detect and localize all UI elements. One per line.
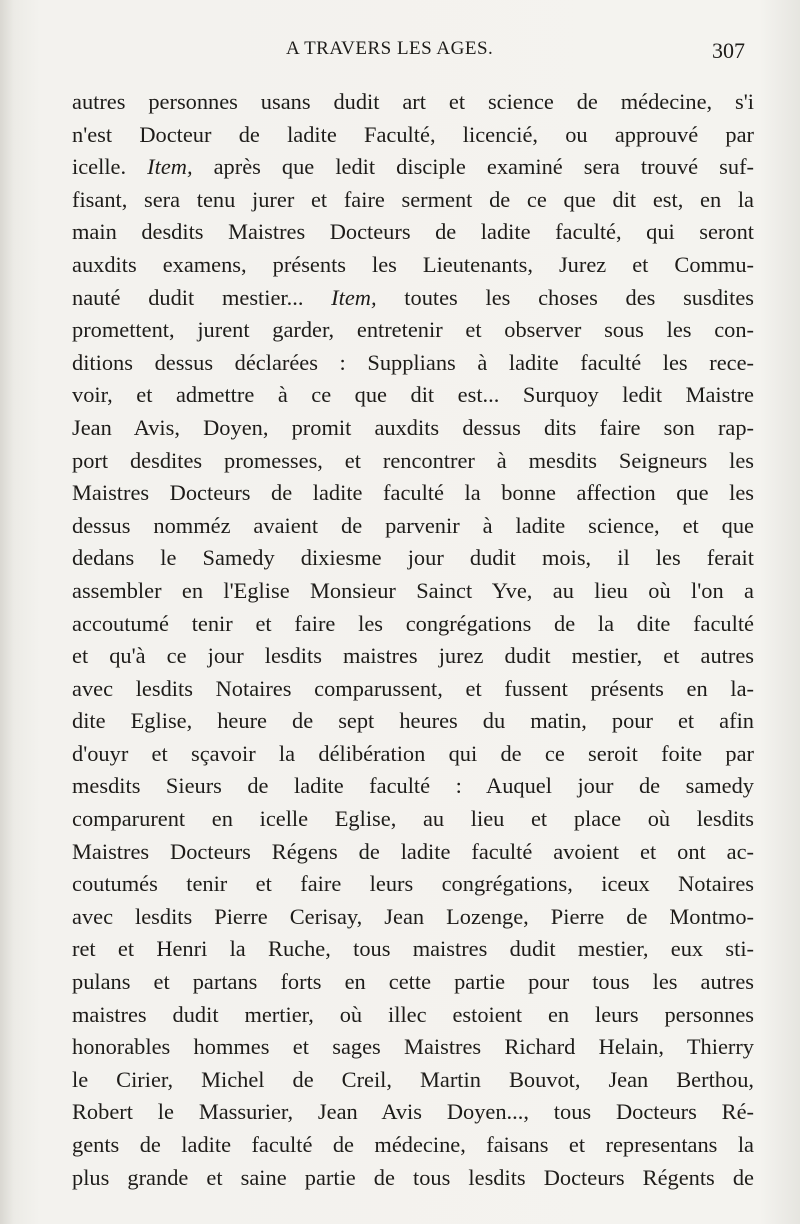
text-line: main desdits Maistres Docteurs de ladite faculté, qui seront bbox=[72, 219, 754, 245]
text-line: et qu'à ce jour lesdits maistres jurez dudit mestier, et autres bbox=[72, 643, 754, 669]
text-line: Maistres Docteurs de ladite faculté la bonne affection que les bbox=[72, 480, 754, 506]
text-line: comparurent en icelle Eglise, au lieu et place où lesdits bbox=[72, 806, 754, 832]
text-line: n'est Docteur de ladite Faculté, licencié, ou approuvé par bbox=[72, 121, 754, 147]
text-line: promettent, jurent garder, entretenir et observer sous les con- bbox=[72, 317, 754, 343]
text-line: ditions dessus déclarées : Supplians à ladite faculté les rece- bbox=[72, 349, 754, 375]
text-line: gents de ladite faculté de médecine, faisans et representans la bbox=[72, 1132, 754, 1157]
text-line: avec lesdits Notaires comparussent, et fussent présents en la- bbox=[72, 675, 754, 701]
text-line: Jean Avis, Doyen, promit auxdits dessus dits faire son rap- bbox=[72, 414, 754, 440]
text-line: icelle. Item, après que ledit disciple examiné sera trouvé suf- bbox=[72, 154, 754, 180]
text-line: plus grande et saine partie de tous lesdits Docteurs Régents de bbox=[72, 1164, 754, 1190]
body-text bbox=[72, 86, 754, 1194]
italic-term: Item, bbox=[147, 154, 193, 180]
text-line: avec lesdits Pierre Cerisay, Jean Lozenge, Pierre de Montmo- bbox=[72, 903, 754, 929]
text-line: nauté dudit mestier... Item, toutes les choses des susdites bbox=[72, 284, 754, 310]
text-line: voir, et admettre à ce que dit est... Surquoy ledit Maistre bbox=[72, 382, 754, 408]
italic-term: Item, bbox=[331, 284, 377, 310]
text-line: honorables hommes et sages Maistres Richard Helain, Thierry bbox=[72, 1034, 754, 1060]
text-line: d'ouyr et sçavoir la délibération qui de ce seroit foite par bbox=[72, 740, 754, 766]
text-line: auxdits examens, présents les Lieutenants, Jurez et Commu- bbox=[72, 251, 754, 277]
running-title: A TRAVERS LES AGES. bbox=[286, 38, 494, 59]
text-line: mesdits Sieurs de ladite faculté : Auquel jour de samedy bbox=[72, 773, 754, 799]
text-line: port desdites promesses, et rencontrer à mesdits Seigneurs les bbox=[72, 447, 754, 473]
text-line: fisant, sera tenu jurer et faire serment de ce que dit est, en la bbox=[72, 186, 754, 212]
page-number: 307 bbox=[712, 38, 745, 63]
text-line: Robert le Massurier, Jean Avis Doyen..., tous Docteurs Ré- bbox=[72, 1099, 754, 1125]
text-line: le Cirier, Michel de Creil, Martin Bouvot, Jean Berthou, bbox=[72, 1066, 754, 1092]
text-line: pulans et partans forts en cette partie pour tous les autres bbox=[72, 969, 754, 995]
text-line: dite Eglise, heure de sept heures du matin, pour et afin bbox=[72, 708, 754, 734]
text-line: dedans le Samedy dixiesme jour dudit mois, il les ferait bbox=[72, 545, 754, 571]
text-line: accoutumé tenir et faire les congrégations de la dite faculté bbox=[72, 610, 754, 636]
text-line: maistres dudit mertier, où illec estoient en leurs personnes bbox=[72, 1001, 754, 1027]
text-line: Maistres Docteurs Régens de ladite faculté avoient et ont ac- bbox=[72, 838, 754, 864]
text-line: ret et Henri la Ruche, tous maistres dudit mestier, eux sti- bbox=[72, 936, 754, 962]
running-head bbox=[0, 34, 800, 68]
text-line: dessus nomméz avaient de parvenir à ladite science, et que bbox=[72, 512, 754, 538]
text-line: coutumés tenir et faire leurs congrégations, iceux Notaires bbox=[72, 871, 754, 897]
text-line: autres personnes usans dudit art et science de médecine, s'i bbox=[72, 89, 754, 114]
text-line: assembler en l'Eglise Monsieur Sainct Yve, au lieu où l'on a bbox=[72, 577, 754, 603]
